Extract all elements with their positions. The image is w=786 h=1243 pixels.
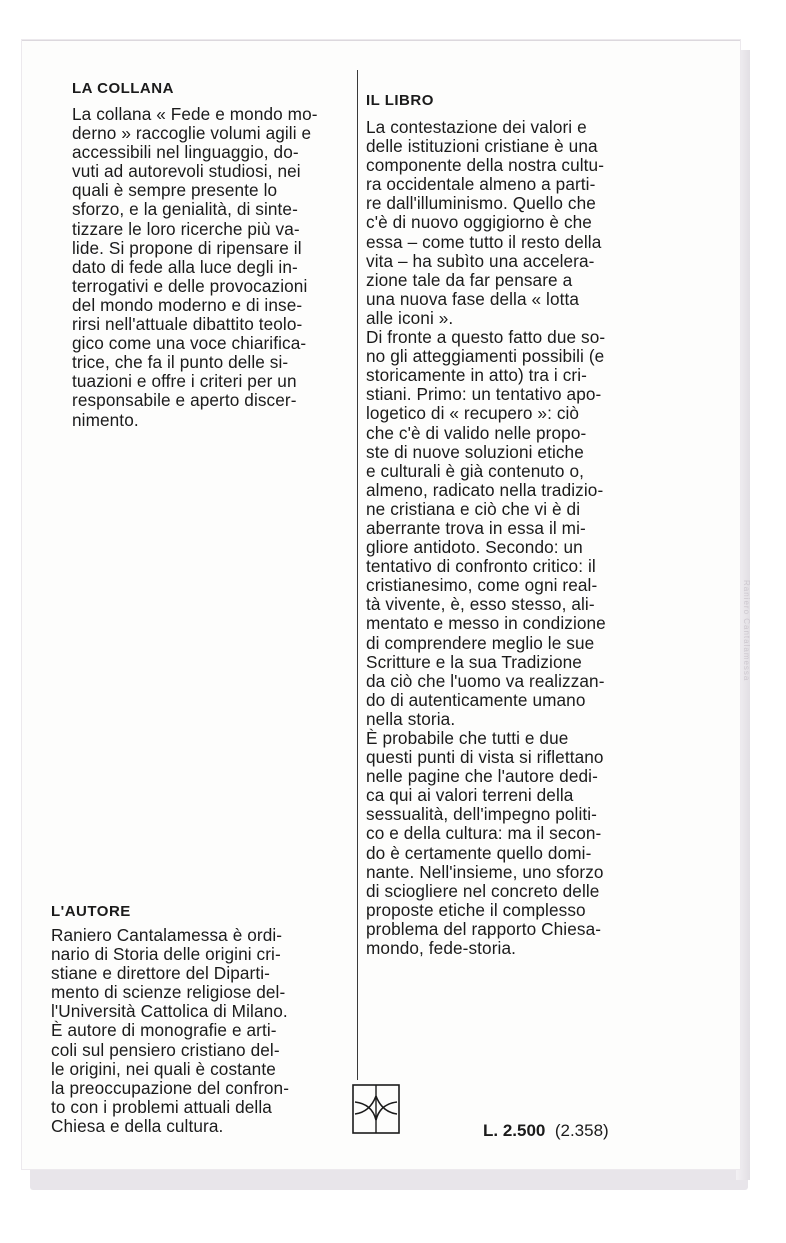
autore-text: Raniero Cantalamessa è ordi- nario di Storia delle origini cri- stiane e direttore del Diparti- mento di scienze religiose del- l'Università Cattolica di Milano. È autore di monografie e arti- coli sul pensiero cristiano del- le origini, nei quali è costante la preoccupazione del confron- to con i problemi attuali della Chiesa e della cultura. xyxy=(51,925,290,1136)
price-label xyxy=(483,1121,609,1141)
publisher-logo-icon xyxy=(352,1084,400,1134)
autore-heading: L'AUTORE xyxy=(51,903,131,920)
libro-heading: IL LIBRO xyxy=(366,92,434,109)
collana-heading: LA COLLANA xyxy=(72,80,174,97)
libro-text: La contestazione dei valori e delle istituzioni cristiane è una componente della nostra cultu- ra occidentale almeno a parti- re dall'illuminismo. Quello che c'è di nuovo oggigiorno è che essa – come tutto il resto della vita – ha subìto una accelera- zione tale da far pensare a una nuova fase della « lotta alle iconi ». Di fronte a questo fatto due so- no gli atteggiamenti possibili (e storicamente in atto) tra i cri- stiani. Primo: un tentativo apo- logetico di « recupero »: ciò che c'è di valido nelle propo- ste di nuove soluzioni etiche e culturali è già contenuto o, almeno, radicato nella tradizio- ne cristiana e ciò che vi è di aberrante trova in essa il mi- gliore antidoto. Secondo: un tentativo di confronto critico: il cristianesimo, come ogni real- tà vivente, è, esso stesso, ali- mentato e messo in condizione di comprendere meglio le sue Scritture e la sua Tradizione da ciò che l'uomo va realizzan- do di autenticamente umano nella storia. È probabile che tutti e due questi punti di vista si riflettano nelle pagine che l'autore dedi- ca qui ai valori terreni della sessualità, dell'impegno politi- co e della cultura: ma il secon- do è certamente quello domi- nante. Nell'insieme, uno sforzo di sciogliere nel concreto delle proposte etiche il complesso problema del rapporto Chiesa- mondo, fede-storia. xyxy=(366,117,606,959)
collana-text: La collana « Fede e mondo mo- derno » raccoglie volumi agili e accessibili nel linguaggio, do- vuti ad autorevoli studiosi, nei quali è sempre presente lo sforzo, e la genialità, di sinte- tizzare le loro ricerche più va- lide. Si propone di ripensare il dato di fede alla luce degli in- terrogativi e delle provocazioni del mondo moderno e di inse- rirsi nell'attuale dibattito teolo- gico come una voce chiarifica- trice, che fa il punto delle si- tuazioni e offre i criteri per un responsabile e aperto discer- nimento. xyxy=(72,104,318,430)
price-code: (2.358) xyxy=(554,1121,609,1140)
price-amount: L. 2.500 xyxy=(483,1121,546,1140)
spine-text: Raniero Cantalamessa xyxy=(742,580,751,682)
column-divider xyxy=(357,70,358,1080)
page-bottom-edge xyxy=(30,1168,748,1190)
